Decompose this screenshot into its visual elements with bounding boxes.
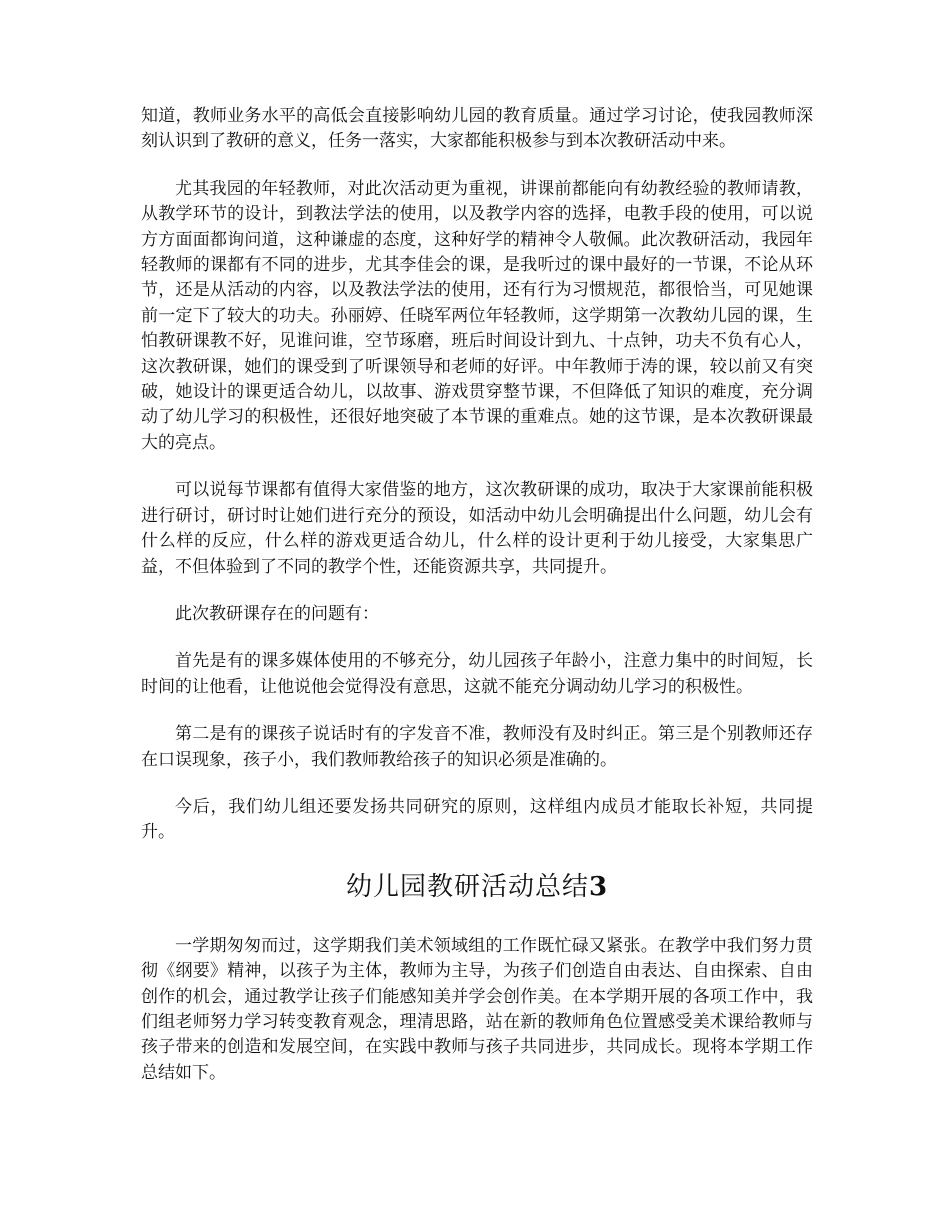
paragraph-3: 可以说每节课都有值得大家借鉴的地方，这次教研课的成功，取决于大家课前能积极进行研讨，研讨时让她们进行充分的预设，如活动中幼儿会明确提出什么问题，幼儿会有什么样的反应，什么样的游戏更适合幼儿，什么样的设计更利于幼儿接受，大家集思广益，不但体验到了不同的教学个性，还能资源共享，共同提升。 — [141, 480, 813, 577]
paragraph-1: 知道，教师业务水平的高低会直接影响幼儿园的教育质量。通过学习讨论，使我园教师深刻认识到了教研的意义，任务一落实，大家都能积极参与到本次教研活动中来。 — [141, 106, 813, 152]
section-heading — [141, 870, 813, 904]
paragraph-5: 首先是有的课多媒体使用的不够充分，幼儿园孩子年龄小，注意力集中的时间短，长时间的让他看，让他说他会觉得没有意思，这就不能充分调动幼儿学习的积极性。 — [141, 651, 813, 697]
paragraph-4: 此次教研课存在的问题有： — [175, 603, 379, 624]
paragraph-8: 一学期匆匆而过，这学期我们美术领域组的工作既忙碌又紧张。在教学中我们努力贯彻《纲要》精神，以孩子为主体，教师为主导，为孩子们创造自由表达、自由探索、自由创作的机会，通过教学让孩子们能感知美并学会创作美。在本学期开展的各项工作中，我们组老师努力学习转变教育观念，理清思路，站在新的教师角色位置感受美术课给教师与孩子带来的创造和发展空间，在实践中教师与孩子共同进步，共同成长。现将本学期工作总结如下。 — [141, 935, 813, 1083]
paragraph-2: 尤其我园的年轻教师，对此次活动更为重视，讲课前都能向有幼教经验的教师请教，从教学环节的设计，到教法学法的使用，以及教学内容的选择，电教手段的使用，可以说方方面面都询问道，这种谦虚的态度，这种好学的精神令人敬佩。此次教研活动，我园年轻教师的课都有不同的进步，尤其李佳会的课，是我听过的课中最好的一节课，不论从环节，还是从活动的内容，以及教法学法的使用，还有行为习惯规范，都很恰当，可见她课前一定下了较大的功夫。孙丽婷、任晓军两位年轻教师，这学期第一次教幼儿园的课，生怕教研课教不好，见谁问谁，空节琢磨，班后时间设计到九、十点钟，功夫不负有心人，这次教研课，她们的课受到了听课领导和老师的好评。中年教师于涛的课，较以前又有突破，她设计的课更适合幼儿，以故事、游戏贯穿整节课，不但降低了知识的难度，充分调动了幼儿学习的积极性，还很好地突破了本节课的重难点。她的这节课，是本次教研课最大的亮点。 — [141, 178, 813, 453]
section-heading-number: 3 — [588, 871, 609, 902]
section-heading-title: 幼儿园教研活动总结 — [345, 871, 589, 902]
document-page — [141, 104, 813, 1108]
paragraph-6: 第二是有的课孩子说话时有的字发音不准，教师没有及时纠正。第三是个别教师还存在口误现象，孩子小，我们教师教给孩子的知识必须是准确的。 — [141, 724, 813, 770]
paragraph-7: 今后，我们幼儿组还要发扬共同研究的原则，这样组内成员才能取长补短，共同提升。 — [141, 796, 813, 843]
